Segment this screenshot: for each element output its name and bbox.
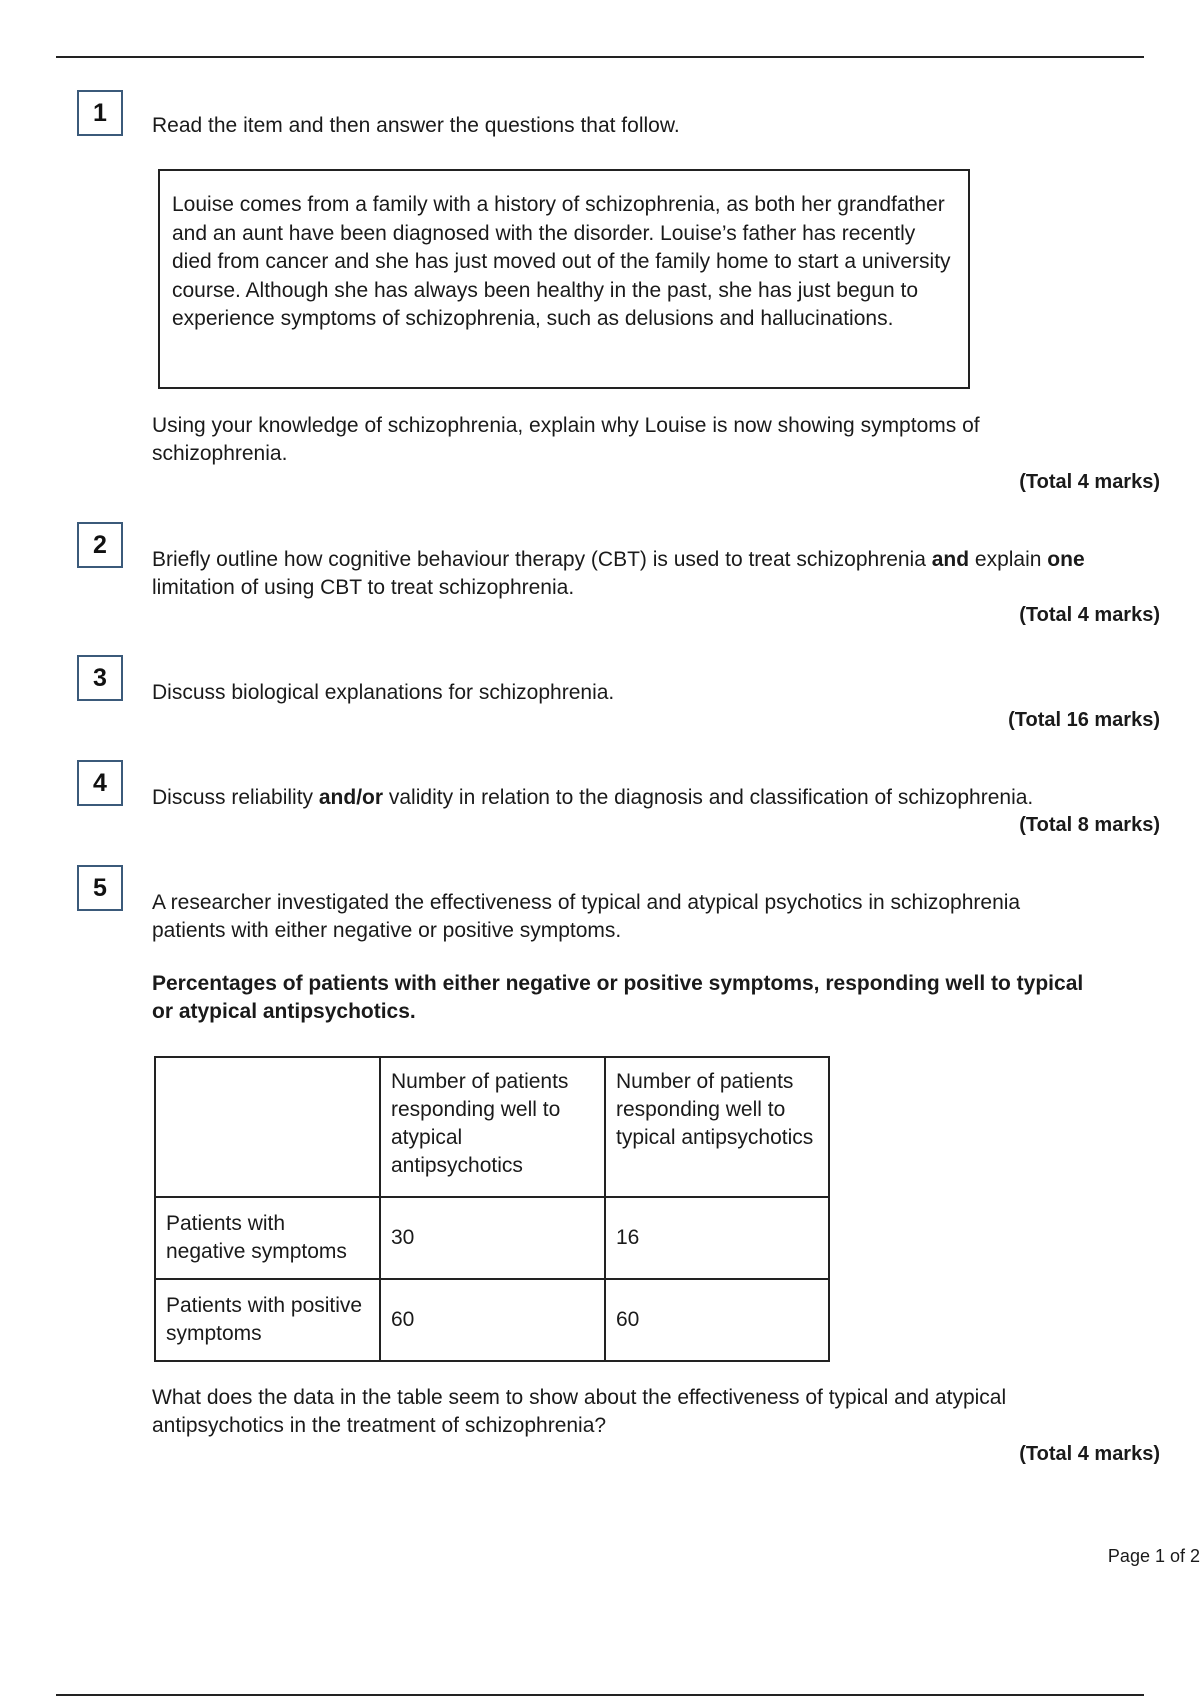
question-number-1: 1 (77, 90, 123, 136)
table-cell: 60 (605, 1279, 829, 1361)
table-header-cell: Number of patients responding well to typical antipsychotics (605, 1057, 829, 1197)
table-row (155, 1279, 829, 1361)
question-3-prompt: Discuss biological explanations for schizophrenia. (152, 681, 615, 704)
question-5-intro: A researcher investigated the effectiveness of typical and atypical psychotics in schizophrenia patients with either negative or positive symptoms. (152, 891, 1021, 942)
question-4-marks: (Total 8 marks) (1019, 814, 1160, 836)
question-number-4: 4 (77, 760, 123, 806)
page-number: Page 1 of 2 (1107, 1546, 1200, 1566)
question-5-table-title: Percentages of patients with either negative or positive symptoms, responding well to typical or atypical antipsychotics. (152, 972, 1084, 1023)
question-5-marks: (Total 4 marks) (1019, 1443, 1160, 1465)
table-cell: 60 (380, 1279, 605, 1361)
bottom-rule (56, 1694, 1144, 1696)
question-2-prompt (152, 546, 1112, 602)
table-row-label: Patients with negative symptoms (155, 1197, 380, 1279)
question-2-marks: (Total 4 marks) (1019, 604, 1160, 626)
table-header-cell: Number of patients responding well to atypical antipsychotics (380, 1057, 605, 1197)
top-rule (56, 56, 1144, 58)
question-4-prompt-part2: validity in relation to the diagnosis and classification of schizophrenia. (383, 786, 1034, 809)
results-table (154, 1056, 830, 1362)
question-2-prompt-bold2: one (1047, 548, 1085, 571)
question-5-prompt: What does the data in the table seem to show about the effectiveness of typical and atypical antipsychotics in the treatment of schizophrenia? (152, 1386, 1007, 1437)
question-2-prompt-part2: explain (969, 548, 1048, 571)
table-header-cell (155, 1057, 380, 1197)
question-number-5: 5 (77, 865, 123, 911)
question-number-2: 2 (77, 522, 123, 568)
table-row-label: Patients with positive symptoms (155, 1279, 380, 1361)
question-1-item-box (158, 169, 970, 389)
question-2-prompt-bold1: and (931, 548, 970, 571)
table-row (155, 1197, 829, 1279)
table-cell: 16 (605, 1197, 829, 1279)
question-1-intro: Read the item and then answer the questions that follow. (152, 114, 680, 137)
question-1-item-text: Louise comes from a family with a history of schizophrenia, as both her grandfather and an aunt have been diagnosed with the disorder. Louise’s father has recently died from cancer and she has just moved out of the family home to start a university course. Although she has always been healthy in the past, she has just begun to experience symptoms of schizophrenia, such as delusions and hallucinations. (172, 193, 951, 330)
table-header-row (155, 1057, 829, 1197)
question-1-prompt: Using your knowledge of schizophrenia, explain why Louise is now showing symptoms of schizophrenia. (152, 414, 980, 465)
question-4-prompt (152, 784, 1152, 812)
question-2-prompt-part1: Briefly outline how cognitive behaviour therapy (CBT) is used to treat schizophrenia (152, 548, 932, 571)
question-1-marks: (Total 4 marks) (1019, 471, 1160, 493)
question-4-prompt-part1: Discuss reliability (152, 786, 319, 809)
question-number-3: 3 (77, 655, 123, 701)
question-4-prompt-bold: and/or (318, 786, 384, 809)
table-cell: 30 (380, 1197, 605, 1279)
question-3-marks: (Total 16 marks) (1008, 709, 1160, 731)
question-2-prompt-part3: limitation of using CBT to treat schizophrenia. (152, 576, 575, 599)
